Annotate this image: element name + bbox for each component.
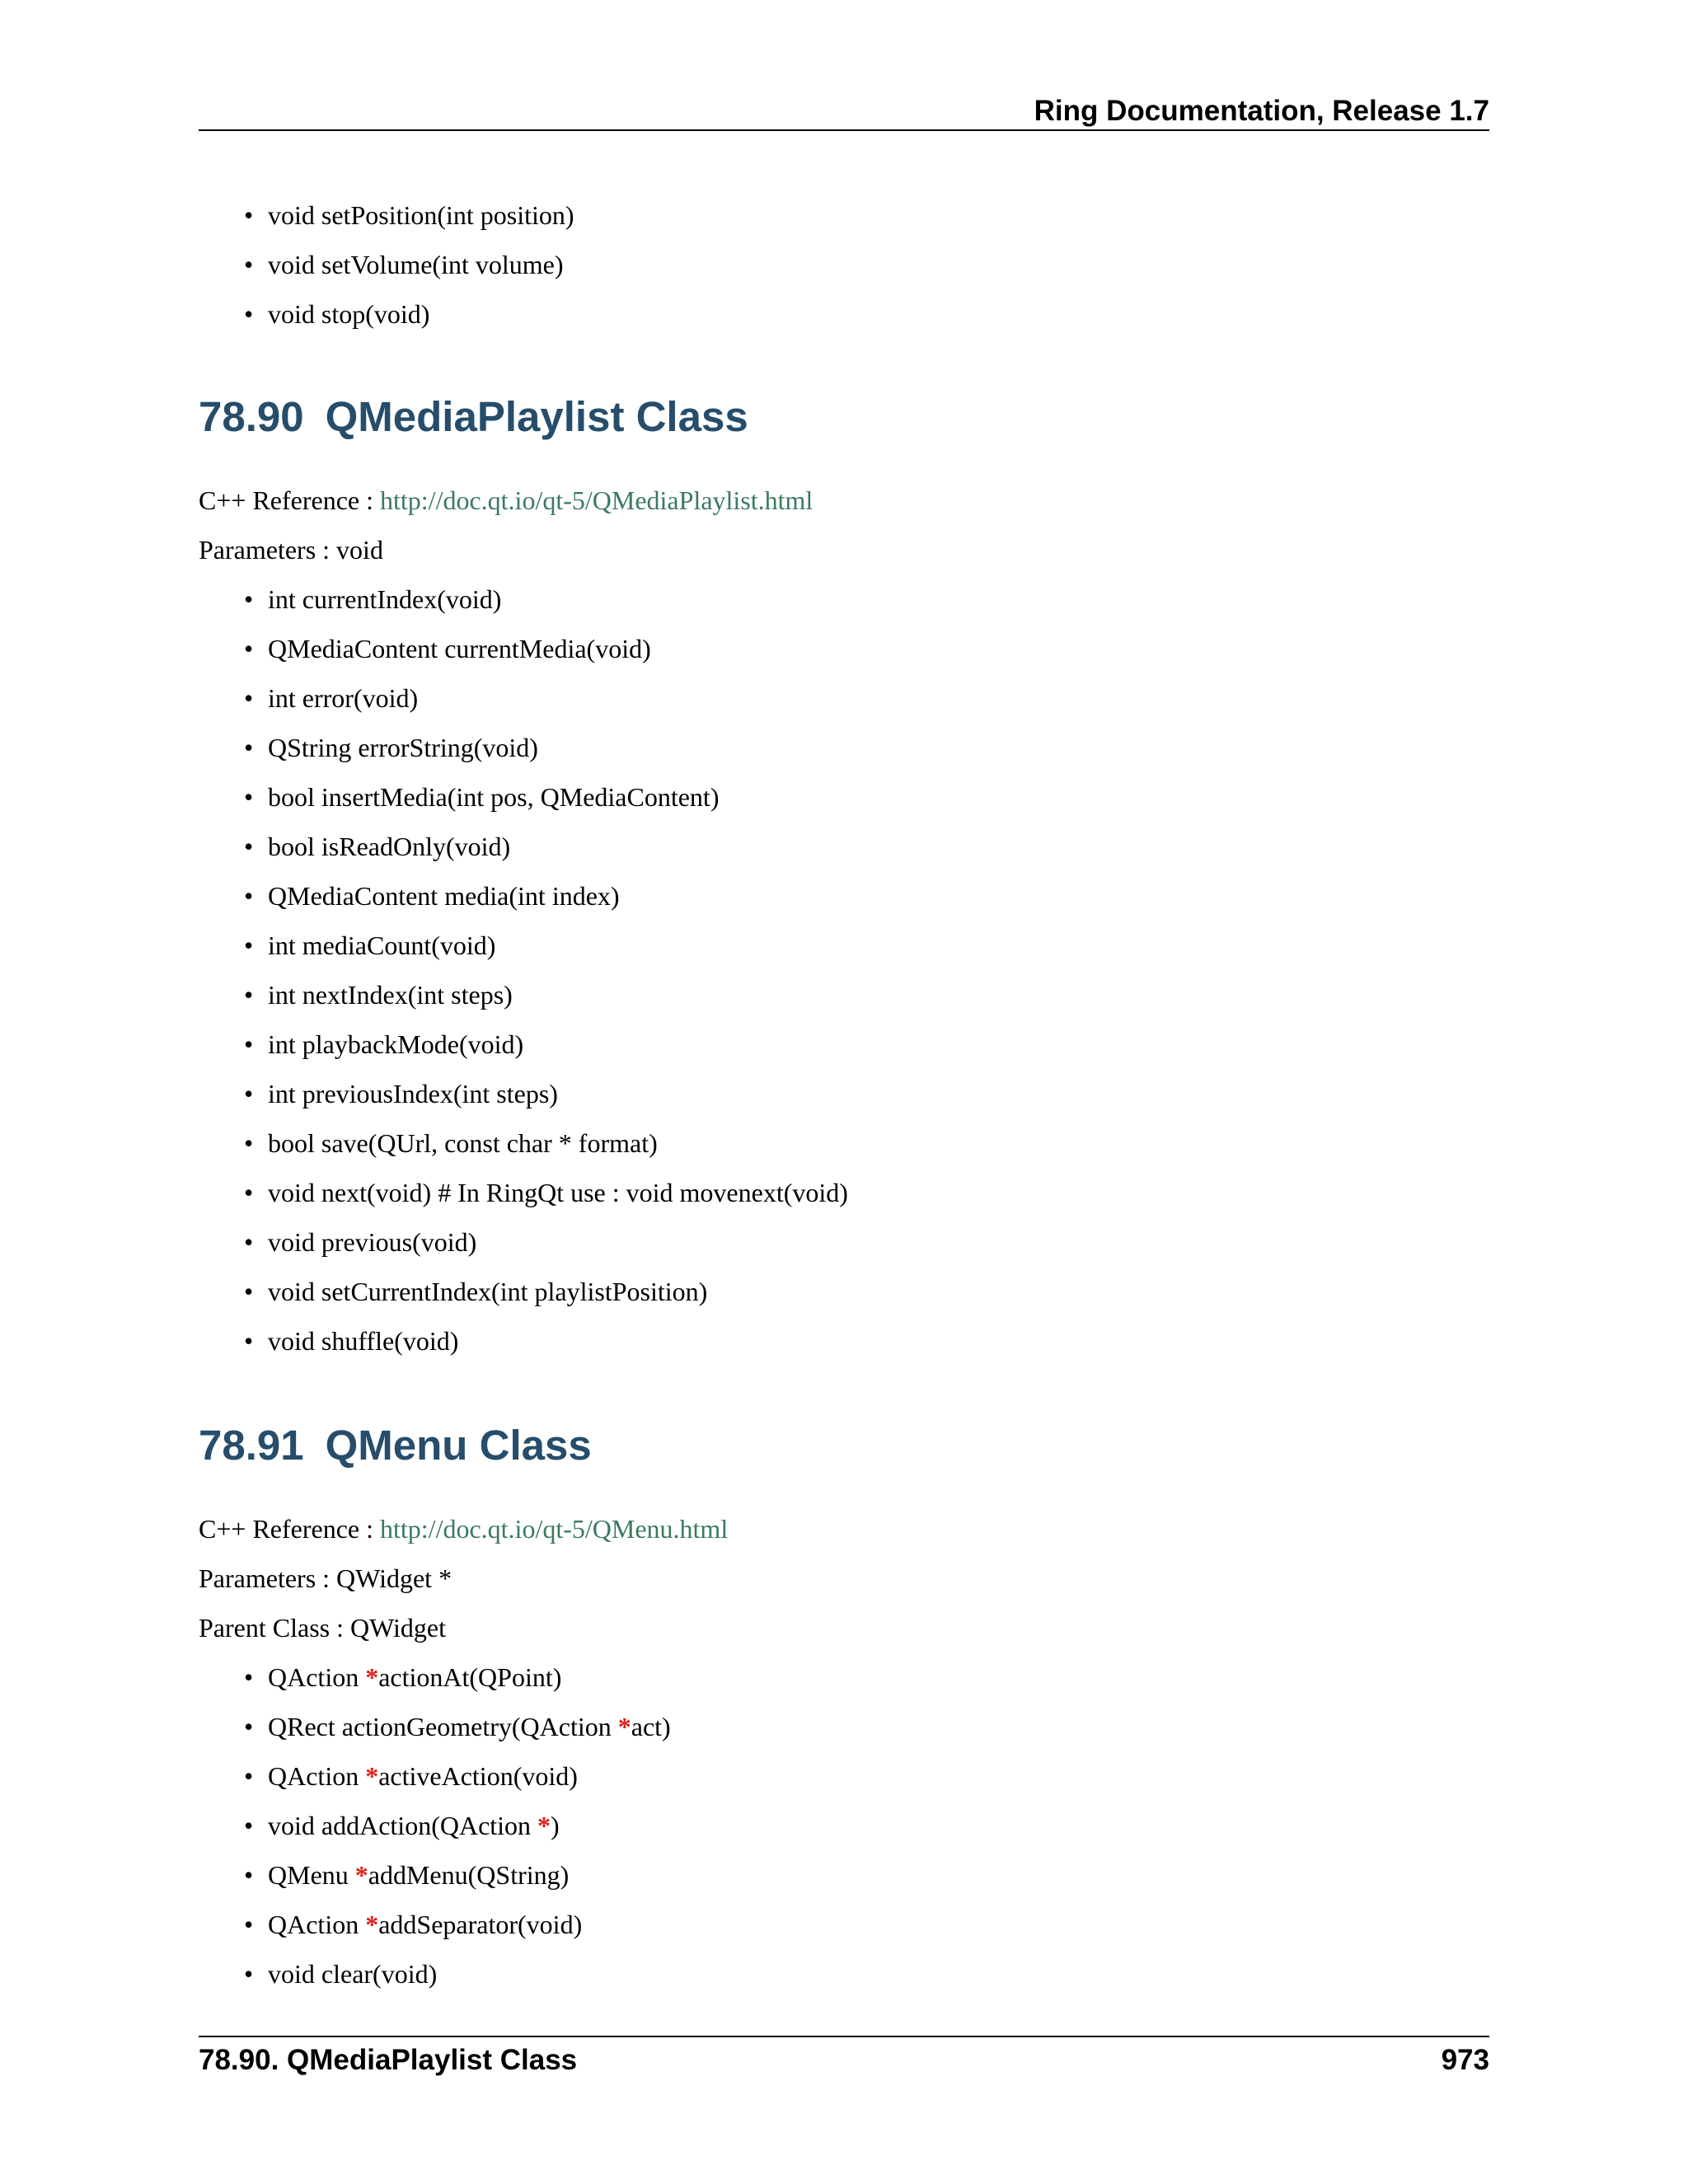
footer-rule xyxy=(199,2036,1489,2037)
cpp-reference-line: C++ Reference : http://doc.qt.io/qt-5/QMenu.html xyxy=(199,1514,729,1544)
parameters-line: Parameters : QWidget * xyxy=(199,1563,452,1593)
bullet-icon: • xyxy=(244,1029,254,1059)
bullet-icon: • xyxy=(244,1128,254,1158)
bullet-icon: • xyxy=(244,980,254,1010)
parameters-line: Parameters : void xyxy=(199,535,383,565)
bullet-icon: • xyxy=(244,1712,254,1741)
bullet-icon: • xyxy=(244,1910,254,1939)
bullet-icon: • xyxy=(244,1761,254,1791)
bullet-icon: • xyxy=(244,1227,254,1257)
cpp-reference-line: C++ Reference : http://doc.qt.io/qt-5/QMediaPlaylist.html xyxy=(199,485,814,515)
pointer-star: * xyxy=(617,1712,631,1741)
bullet-icon: • xyxy=(244,832,254,861)
pointer-star: * xyxy=(365,1761,379,1791)
footer-section-title: 78.90. QMediaPlaylist Class xyxy=(199,2044,578,2076)
bullet-icon: • xyxy=(244,1662,254,1692)
bullet-icon: • xyxy=(244,881,254,911)
bullet-icon: • xyxy=(244,733,254,762)
bullet-icon: • xyxy=(244,683,254,713)
page-number: 973 xyxy=(1441,2044,1489,2076)
bullet-icon: • xyxy=(244,250,254,279)
section-heading-qmenu: 78.91 QMenu Class xyxy=(199,1422,592,1469)
cpp-reference-link[interactable]: http://doc.qt.io/qt-5/QMediaPlaylist.html xyxy=(380,485,814,515)
bullet-icon: • xyxy=(244,1079,254,1108)
running-header-title: Ring Documentation, Release 1.7 xyxy=(1034,95,1489,127)
pointer-star: * xyxy=(365,1662,379,1692)
parent-class-line: Parent Class : QWidget xyxy=(199,1613,446,1643)
bullet-icon: • xyxy=(244,299,254,329)
section-heading-qmediaplaylist: 78.90 QMediaPlaylist Class xyxy=(199,393,748,440)
bullet-icon: • xyxy=(244,584,254,614)
bullet-icon: • xyxy=(244,930,254,960)
pointer-star: * xyxy=(365,1910,379,1939)
pointer-star: * xyxy=(354,1860,368,1890)
bullet-icon: • xyxy=(244,1811,254,1840)
header-rule xyxy=(199,129,1489,131)
bullet-icon: • xyxy=(244,1959,254,1989)
bullet-icon: • xyxy=(244,1326,254,1356)
bullet-icon: • xyxy=(244,634,254,663)
bullet-icon: • xyxy=(244,1277,254,1306)
bullet-icon: • xyxy=(244,1178,254,1207)
cpp-reference-link[interactable]: http://doc.qt.io/qt-5/QMenu.html xyxy=(380,1514,729,1544)
pointer-star: * xyxy=(537,1811,551,1840)
document-page: Ring Documentation, Release 1.7 • void setPosition(int position) • void setVolume(int volume) • void stop(void) 78.90 QMediaPlaylist Class C++ Reference : http://doc.qt.io/qt-5/QMediaPlaylist.html Parameters : void • int currentIndex(void) • QMediaContent currentMedia(void) • int error(void) • QString errorString(void) • bool insertMedia(int pos, QMediaContent) • bool isReadOnly(void) • QMediaContent media(int index) • int mediaCount(void) • int nextIndex(int steps) • int playbackMode(void) • int previousIndex(int steps) • bool save(QUrl, const char * format) • void next(void) # In RingQt use : void movenext(void) • void previous(void) • void setCurrentIndex(int playlistPosition) • void shuffle(void) 78.91 QMenu Class C++ Reference : http://doc.qt.io/qt-5/QMenu.html Parameters : QWidget * Parent Class : QWidget • QAction *actionAt(QPoint) • QRect actionGeometry(QAction *act) • QAction *activeAction(void) • void addAction(QAction *) • QMenu *addMenu(QString) • QAction *addSeparator(void) • void clear(void) 78.90. QMediaPlaylist Class 973 xyxy=(199,95,1489,2076)
bullet-icon: • xyxy=(244,782,254,812)
bullet-icon: • xyxy=(244,1860,254,1890)
bullet-icon: • xyxy=(244,200,254,230)
